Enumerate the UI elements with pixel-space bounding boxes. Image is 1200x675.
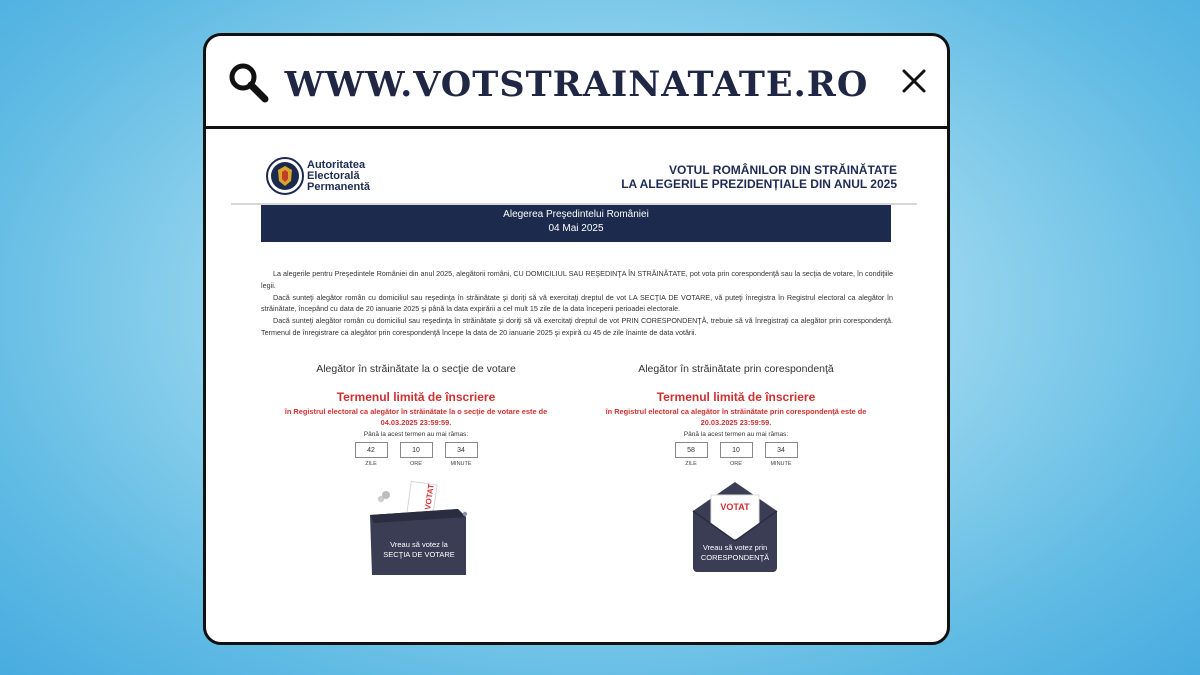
- column-title: Alegător în străinătate la o secţie de votare: [316, 363, 516, 375]
- countdown-minutes: [765, 442, 798, 467]
- countdown: [276, 442, 556, 467]
- page-heading: [621, 163, 897, 191]
- intro-paragraph: Dacă sunteţi alegător român cu domiciliul sau reşedinţa în străinătate şi doriţi să vă exercitaţi dreptul de vot PRIN CORESPONDENŢĂ, trebuie să vă înregistraţi ca alegător prin corespondenţă. Termenul de înregistrare ca alegător prin corespondenţă începe la data de 20 ianuarie 2025 şi expiră cu 45 de zile înainte de data votării.: [261, 316, 893, 337]
- polling-station-column: [276, 363, 556, 467]
- countdown-unit: ZILE: [685, 461, 697, 467]
- countdown-value: 58: [675, 442, 708, 458]
- web-page: [206, 129, 947, 645]
- ballot-voted-label: VOTAT: [423, 483, 436, 511]
- deadline-title: Termenul limită de înscriere: [656, 390, 816, 404]
- logo-line-1: Autoritatea: [307, 158, 366, 171]
- close-icon[interactable]: [901, 68, 927, 94]
- postal-vote-column: [596, 363, 876, 467]
- deadline-note: în Registrul electoral ca alegător în străinătate la o secţie de votare este de 04.03.2025 23:59:59.: [284, 407, 548, 427]
- countdown-value: 42: [355, 442, 388, 458]
- deadline-note: în Registrul electoral ca alegător în străinătate prin corespondenţă este de 20.03.2025 23:59:59.: [605, 407, 867, 427]
- countdown-hours: [400, 442, 433, 467]
- aep-logo[interactable]: [266, 157, 370, 195]
- vote-at-polling-station-button[interactable]: [366, 481, 476, 593]
- logo-line-3: Permanentă: [307, 180, 370, 193]
- button-label: [374, 540, 464, 560]
- remaining-label: Până la acest termen au mai rămas:: [683, 431, 789, 438]
- browser-frame: [203, 33, 950, 645]
- button-label-line-1: Vreau să votez la: [390, 540, 448, 549]
- intro-paragraph: Dacă sunteţi alegător român cu domiciliul sau reşedinţa în străinătate şi doriţi să vă exercitaţi dreptul de vot LA SECŢIA DE VOTARE, vă puteţi înregistra în Registrul electoral ca alegător în străinătate, începând cu data de 20 ianuarie 2025 şi până la data expirării a cel mult 15 zile de la data începerii perioadei electorale.: [261, 292, 893, 314]
- banner-date: 04 Mai 2025: [548, 223, 604, 234]
- page-heading-line-1: VOTUL ROMÂNILOR DIN STRĂINĂTATE: [669, 163, 897, 177]
- countdown-unit: MINUTE: [450, 461, 472, 467]
- ballot-box-icon: [366, 481, 476, 593]
- countdown-value: 34: [445, 442, 478, 458]
- intro-paragraph: La alegerile pentru Preşedintele României din anul 2025, alegătorii români, CU DOMICILIUL SAU REŞEDINŢA ÎN STRĂINĂTATE, pot vota prin corespondenţă sau la secţia de votare, în condiţiile legii.: [261, 269, 893, 290]
- countdown-minutes: [445, 442, 478, 467]
- button-label-line-2: SECŢIA DE VOTARE: [383, 550, 455, 559]
- remaining-label: Până la acest termen au mai rămas:: [363, 431, 469, 438]
- vote-by-mail-button[interactable]: [689, 481, 781, 573]
- button-label-line-1: Vreau să votez prin: [702, 543, 768, 552]
- countdown-days: [675, 442, 708, 467]
- countdown: [596, 442, 876, 467]
- coat-of-arms-icon: [266, 157, 304, 195]
- button-label: [689, 543, 781, 563]
- banner-title: Alegerea Preşedintelui României: [503, 209, 649, 220]
- intro-text: [261, 268, 893, 339]
- countdown-value: 10: [400, 442, 433, 458]
- ballot-voted-label: VOTAT: [720, 502, 750, 512]
- page-heading-line-2: LA ALEGERILE PREZIDENȚIALE DIN ANUL 2025: [621, 177, 897, 191]
- url-text[interactable]: WWW.VOTSTRAINATATE.RO: [284, 64, 869, 105]
- countdown-unit: ORE: [410, 461, 422, 467]
- countdown-unit: ZILE: [365, 461, 377, 467]
- countdown-hours: [720, 442, 753, 467]
- countdown-unit: ORE: [730, 461, 742, 467]
- countdown-days: [355, 442, 388, 467]
- address-bar: [206, 36, 947, 129]
- election-banner: [261, 205, 891, 242]
- logo-line-2: Electorală: [307, 169, 360, 182]
- countdown-value: 34: [765, 442, 798, 458]
- countdown-value: 10: [720, 442, 753, 458]
- countdown-unit: MINUTE: [770, 461, 792, 467]
- button-label-line-2: CORESPONDENŢĂ: [700, 553, 770, 562]
- deadline-title: Termenul limită de înscriere: [336, 390, 496, 404]
- column-title: Alegător în străinătate prin corespondenţă: [638, 363, 834, 375]
